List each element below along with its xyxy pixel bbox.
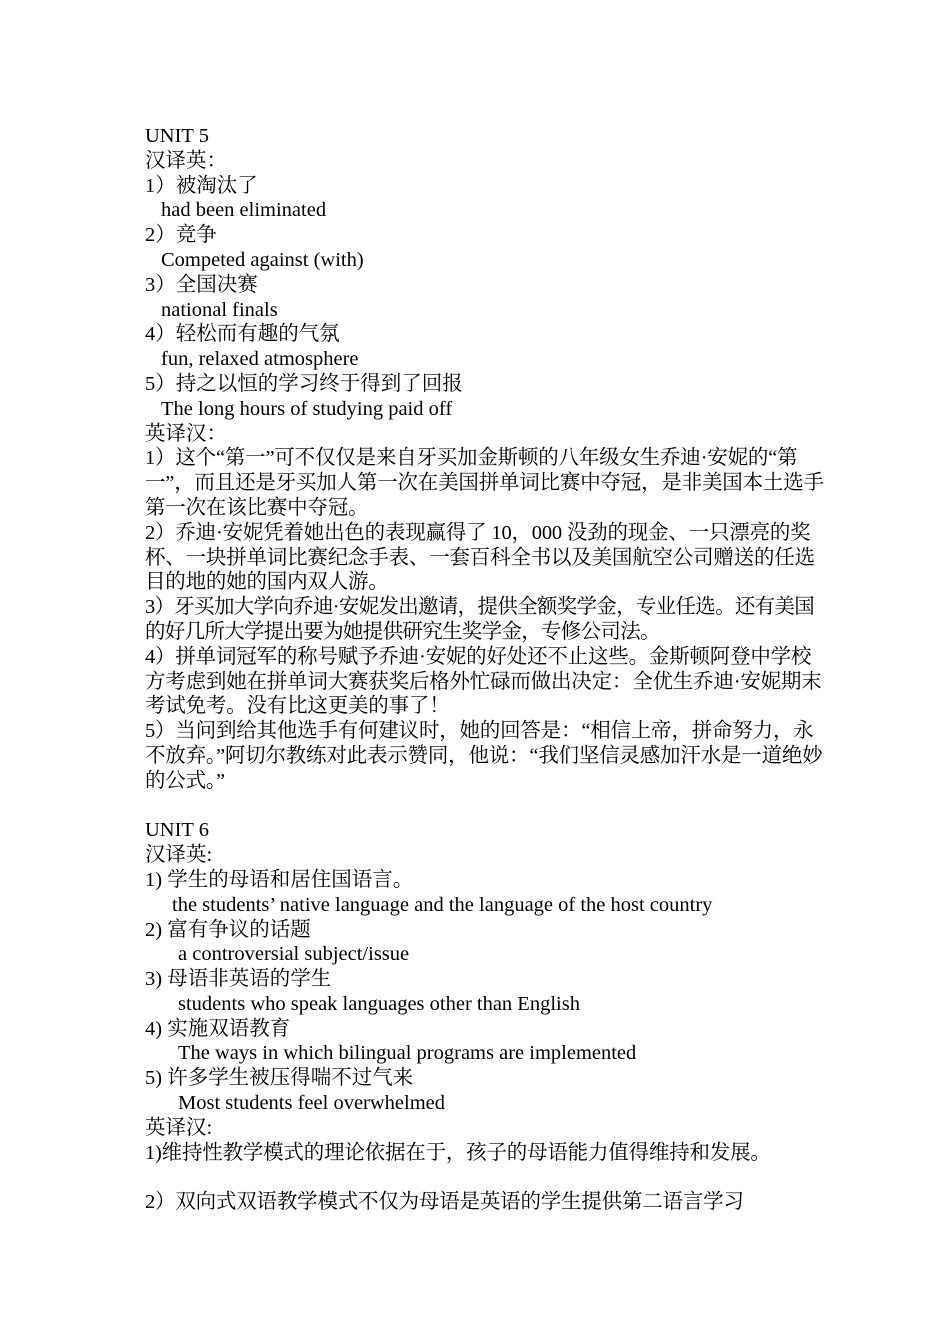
- unit6-c2e-item-2-zh: 2) 富有争议的话题: [145, 918, 311, 941]
- unit5-c2e-item-5-en: The long hours of studying paid off: [161, 397, 453, 420]
- unit5-c2e-item-4-zh: 4）轻松而有趣的气氛: [145, 323, 340, 346]
- unit5-c2e-item-3-zh: 3）全国决赛: [145, 273, 258, 296]
- unit5-c2e-item-4-en: fun, relaxed atmosphere: [161, 348, 359, 371]
- unit5-c2e-item-2-zh: 2）竞争: [145, 224, 217, 247]
- unit6-c2e-item-3-zh: 3) 母语非英语的学生: [145, 968, 332, 991]
- document-page: [145, 124, 825, 1215]
- unit5-c2e-item-1-en: had been eliminated: [161, 199, 327, 222]
- unit5-c2e-item-5-zh: 5）持之以恒的学习终于得到了回报: [145, 372, 463, 395]
- unit6-c2e-item-4-zh: 4) 实施双语教育: [145, 1017, 291, 1040]
- unit5-title: UNIT 5: [145, 125, 209, 147]
- unit6-e2c-heading: 英译汉:: [145, 1116, 213, 1139]
- unit5-e2c-paragraph-1: 1）这个“第一”可不仅仅是来自牙买加金斯顿的八年级女生乔迪·安妮的“第一”，而且还是牙买加人第一次在美国拼单词比赛中夺冠，是非美国本土选手第一次在该比赛中夺冠。: [145, 447, 824, 519]
- unit6-c2e-item-5-en: Most students feel overwhelmed: [178, 1092, 446, 1115]
- unit6-c2e-item-5-zh: 5) 许多学生被压得喘不过气来: [145, 1067, 414, 1090]
- unit5-e2c-paragraph-5: 5）当问到给其他选手有何建议时，她的回答是：“相信上帝，拼命努力，永不放弃。”阿切尔教练对此表示赞同，他说：“我们坚信灵感加汗水是一道绝妙的公式。”: [145, 720, 823, 792]
- unit6-c2e-item-2-en: a controversial subject/issue: [178, 943, 410, 966]
- unit5-e2c-paragraph-4: 4）拼单词冠军的称号赋予乔迪·安妮的好处还不止这些。金斯顿阿登中学校方考虑到她在拼单词大赛获奖后格外忙碌而做出决定：全优生乔迪·安妮期末考试免考。没有比这更美的事了！: [145, 645, 822, 718]
- unit6-c2e-heading: 汉译英:: [145, 844, 213, 867]
- unit5-c2e-heading: 汉译英：: [145, 149, 227, 172]
- unit6-c2e-item-1-en: the students’ native language and the language of the host country: [172, 893, 713, 916]
- unit5-e2c-paragraph-3: 3）牙买加大学向乔迪·安妮发出邀请，提供全额奖学金，专业任选。还有美国的好几所大学提出要为她提供研究生奖学金，专修公司法。: [145, 596, 815, 643]
- unit5-c2e-item-1-zh: 1）被淘汰了: [145, 174, 258, 197]
- unit5-e2c-paragraph-2: 2）乔迪·安妮凭着她出色的表现赢得了 10，000 没劲的现金、一只漂亮的奖杯、一块拼单词比赛纪念手表、一套百科全书以及美国航空公司赠送的任选目的地的她的国内双人游。: [145, 521, 815, 594]
- unit5-e2c-heading: 英译汉：: [145, 422, 227, 445]
- unit6-e2c-paragraph-1: 1)维持性教学模式的理论依据在于，孩子的母语能力值得维持和发展。: [145, 1141, 771, 1164]
- unit6-c2e-item-3-en: students who speak languages other than English: [178, 992, 580, 1015]
- unit6-c2e-item-1-zh: 1) 学生的母语和居住国语言。: [145, 868, 414, 891]
- unit6-title: UNIT 6: [145, 819, 209, 842]
- unit5-c2e-item-2-en: Competed against (with): [161, 248, 364, 271]
- blank-line: [145, 794, 825, 819]
- unit5-c2e-item-3-en: national finals: [161, 298, 278, 321]
- unit6-c2e-item-4-en: The ways in which bilingual programs are implemented: [178, 1042, 637, 1065]
- unit6-e2c-paragraph-2: 2）双向式双语教学模式不仅为母语是英语的学生提供第二语言学习: [145, 1191, 744, 1214]
